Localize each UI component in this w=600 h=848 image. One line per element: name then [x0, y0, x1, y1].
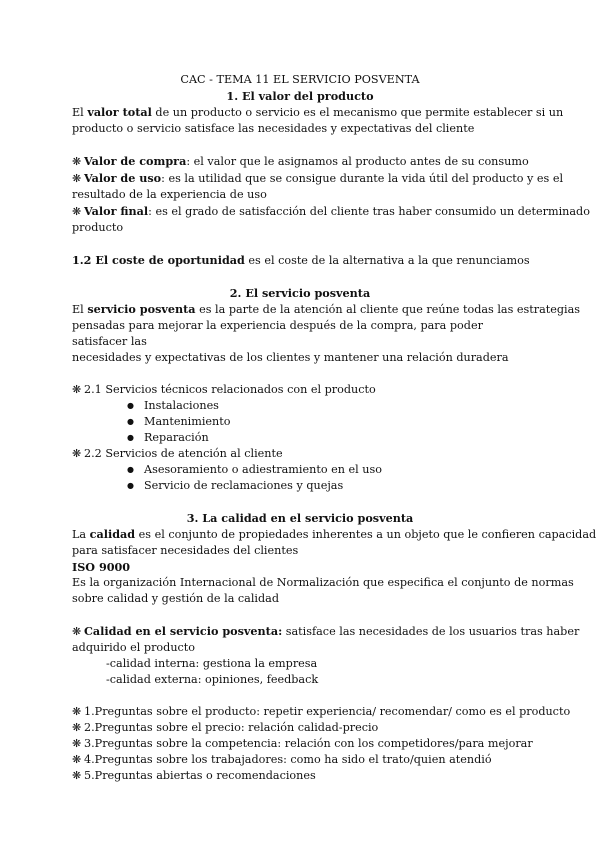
pregunta-item	[72, 752, 528, 768]
pregunta-item	[72, 704, 571, 720]
text: : es el grado de satisfacción del cliente tras haber consumido un determinado	[148, 205, 590, 218]
text: es el coste de la alternativa a la que renunciamos	[244, 254, 530, 267]
list-item: ● Reparación	[72, 430, 528, 446]
text: satisface las necesidades de los usuarios tras haber	[282, 625, 580, 638]
valor-total-paragraph-line-2: producto o servicio satisface las necesidades y expectativas del cliente	[72, 122, 475, 135]
text: 4.Preguntas sobre los trabajadores: como ha sido el trato/quien atendió	[84, 753, 492, 766]
valor-uso-item	[72, 170, 564, 187]
text: 3.Preguntas sobre la competencia: relación con los competidores/para mejorar	[84, 737, 533, 750]
valor-final-item-line-2: producto	[72, 221, 124, 234]
valor-uso-item-line-2: resultado de la experiencia de uso	[72, 188, 267, 201]
asterisk-icon: ❋	[72, 737, 82, 750]
list-item: ● Asesoramiento o adiestramiento en el uso	[72, 462, 528, 478]
asterisk-icon: ❋	[72, 721, 82, 734]
list-item: ● Instalaciones	[72, 398, 528, 414]
text: : es la utilidad que se consigue durante la vida útil del producto y es el	[161, 172, 564, 185]
asterisk-icon: ❋	[72, 155, 82, 168]
section-2-heading: 2. El servicio posventa	[229, 286, 371, 300]
calidad-externa: -calidad externa: opiniones, feedback	[106, 673, 319, 686]
asterisk-icon: ❋	[72, 705, 82, 718]
asterisk-icon: ❋	[72, 172, 82, 185]
calidad-paragraph-line-2: para satisfacer necesidades del clientes	[72, 544, 299, 557]
document-title: CAC - TEMA 11 EL SERVICIO POSVENTA	[180, 73, 420, 86]
servicio-posventa-paragraph	[72, 301, 581, 318]
text: : el valor que le asignamos al producto antes de su consumo	[186, 155, 529, 168]
iso-heading: ISO 9000	[72, 560, 131, 574]
term-calidad-posventa: Calidad en el servicio posventa:	[84, 624, 283, 638]
term-valor-final: Valor final	[84, 204, 149, 218]
subsection-2-2	[72, 446, 528, 462]
servicio-posventa-line-2: pensadas para mejorar la experiencia después de la compra, para poder satisfacer las	[72, 319, 483, 348]
asterisk-icon: ❋	[72, 383, 82, 396]
asterisk-icon: ❋	[72, 625, 82, 638]
valor-final-item	[72, 203, 590, 220]
asterisk-icon: ❋	[72, 769, 82, 782]
iso-line-1: Es la organización Internacional de Normalización que especifica el conjunto de normas	[72, 576, 574, 589]
asterisk-icon: ❋	[72, 205, 82, 218]
section-1-heading: 1. El valor del producto	[226, 89, 374, 103]
text: 2.2 Servicios de atención al cliente	[84, 447, 283, 460]
term-servicio-posventa: servicio posventa	[87, 302, 196, 316]
pregunta-item	[72, 736, 533, 752]
text: 5.Preguntas abiertas o recomendaciones	[84, 769, 316, 782]
list-item: ● Mantenimiento	[72, 414, 528, 430]
list-item: ● Servicio de reclamaciones y quejas	[72, 478, 528, 494]
text: es la parte de la atención al cliente que reúne todas las estrategias	[195, 303, 581, 316]
term-coste-oportunidad: 1.2 El coste de oportunidad	[72, 253, 245, 267]
iso-line-2: sobre calidad y gestión de la calidad	[72, 592, 280, 605]
calidad-interna: -calidad interna: gestiona la empresa	[106, 657, 318, 670]
text: El	[72, 303, 88, 316]
pregunta-item	[72, 768, 528, 784]
text: de un producto o servicio es el mecanismo que permite establecer si un	[151, 106, 564, 119]
valor-compra-item	[72, 153, 528, 170]
pregunta-item	[72, 720, 528, 736]
servicio-posventa-line-3: necesidades y expectativas de los clientes y mantener una relación duradera	[72, 351, 509, 364]
text: es el conjunto de propiedades inherentes a un objeto que le confieren capacidad	[135, 528, 597, 541]
section-3-heading: 3. La calidad en el servicio posventa	[186, 511, 414, 525]
subsection-2-1	[72, 382, 528, 398]
text: El	[72, 106, 88, 119]
term-calidad: calidad	[89, 527, 136, 541]
coste-oportunidad-paragraph	[72, 252, 528, 269]
document-page	[72, 72, 597, 784]
term-valor-total: valor total	[87, 105, 152, 119]
text: 2.1 Servicios técnicos relacionados con el producto	[84, 383, 376, 396]
text: La	[72, 528, 90, 541]
calidad-paragraph	[72, 526, 597, 543]
text: 1.Preguntas sobre el producto: repetir experiencia/ recomendar/ como es el producto	[84, 705, 571, 718]
asterisk-icon: ❋	[72, 447, 82, 460]
calidad-posventa-item	[72, 623, 580, 640]
term-valor-compra: Valor de compra	[84, 154, 187, 168]
term-valor-uso: Valor de uso	[84, 171, 162, 185]
calidad-posventa-line-2: adquirido el producto	[72, 641, 196, 654]
asterisk-icon: ❋	[72, 753, 82, 766]
text: 2.Preguntas sobre el precio: relación calidad-precio	[84, 721, 379, 734]
valor-total-paragraph	[72, 104, 564, 121]
